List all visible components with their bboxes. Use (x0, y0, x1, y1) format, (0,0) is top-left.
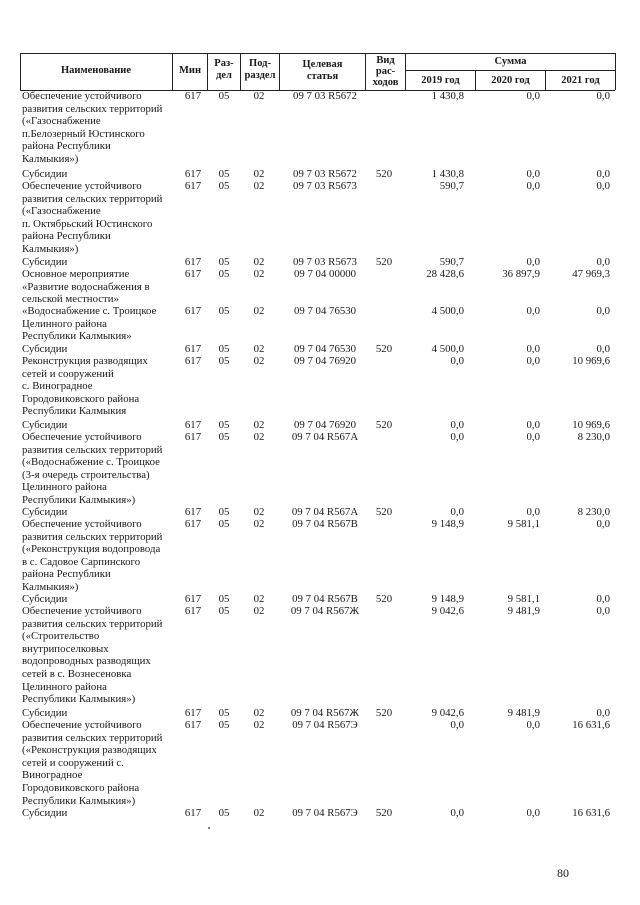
row-podrazdel: 02 (253, 419, 265, 431)
row-celevaya: 09 7 04 R567Э (292, 807, 358, 819)
row-sum-2021: 0,0 (596, 343, 610, 355)
header-sum-divider (405, 70, 615, 71)
page-number: 80 (557, 866, 569, 880)
row-sum-2019: 1 430,8 (431, 168, 464, 180)
row-sum-2020: 0,0 (526, 506, 540, 518)
row-min: 617 (184, 807, 202, 819)
row-vid: 520 (375, 707, 393, 719)
row-sum-2020: 9 481,9 (507, 605, 540, 617)
row-vid: 520 (375, 256, 393, 268)
row-min: 617 (184, 719, 202, 731)
row-min: 617 (184, 431, 202, 443)
row-celevaya: 09 7 04 R567A (291, 506, 359, 518)
row-celevaya: 09 7 04 00000 (293, 268, 357, 280)
row-podrazdel: 02 (253, 343, 265, 355)
row-min: 617 (184, 707, 202, 719)
row-celevaya: 09 7 04 R567A (291, 431, 359, 443)
row-sum-2019: 9 042,6 (431, 605, 464, 617)
row-celevaya: 09 7 04 R567Ж (290, 707, 360, 719)
row-min: 617 (184, 419, 202, 431)
row-podrazdel: 02 (253, 593, 265, 605)
row-sum-2021: 10 969,6 (572, 355, 610, 367)
row-name: Обеспечение устойчивого развития сельских территорий («Строительство внутрипоселковых водопроводных разводящих сетей в с. Вознесеновка Целинного района Республики Калмыкия») (22, 605, 163, 706)
row-min: 617 (184, 90, 202, 102)
row-podrazdel: 02 (253, 506, 265, 518)
row-name: Субсидии (22, 807, 68, 819)
row-sum-2021: 16 631,6 (572, 807, 610, 819)
row-name: Обеспечение устойчивого развития сельских территорий («Газоснабжение п.Белозерный Юстинского района Республики Калмыкия») (22, 90, 163, 165)
row-podrazdel: 02 (253, 431, 265, 443)
row-sum-2021: 0,0 (596, 707, 610, 719)
row-razdel: 05 (218, 419, 230, 431)
row-sum-2019: 0,0 (450, 506, 464, 518)
row-name: Субсидии (22, 168, 68, 180)
row-razdel: 05 (218, 90, 230, 102)
row-sum-2019: 590,7 (439, 180, 464, 192)
row-min: 617 (184, 268, 202, 280)
row-sum-2021: 10 969,6 (572, 419, 610, 431)
row-podrazdel: 02 (253, 605, 265, 617)
row-sum-2020: 9 481,9 (507, 707, 540, 719)
row-razdel: 05 (218, 605, 230, 617)
row-sum-2020: 0,0 (526, 419, 540, 431)
header-2019: 2019 год (421, 75, 460, 86)
row-sum-2020: 0,0 (526, 180, 540, 192)
row-celevaya: 09 7 04 76920 (293, 419, 357, 431)
row-celevaya: 09 7 03 R5673 (293, 256, 357, 268)
row-podrazdel: 02 (253, 168, 265, 180)
row-celevaya: 09 7 03 R5672 (293, 168, 357, 180)
row-vid: 520 (375, 419, 393, 431)
row-name: Обеспечение устойчивого развития сельских территорий («Реконструкция водопровода в с. Садовое Сарпинского района Республики Калмыкия») (22, 518, 163, 593)
row-celevaya: 09 7 04 76530 (293, 343, 357, 355)
row-razdel: 05 (218, 707, 230, 719)
row-sum-2020: 0,0 (526, 90, 540, 102)
row-min: 617 (184, 256, 202, 268)
row-name: Субсидии (22, 707, 68, 719)
row-vid: 520 (375, 343, 393, 355)
row-name: Субсидии (22, 593, 68, 605)
row-sum-2021: 0,0 (596, 305, 610, 317)
row-name: Субсидии (22, 506, 68, 518)
row-razdel: 05 (218, 256, 230, 268)
header-min: Мин (178, 65, 201, 76)
row-podrazdel: 02 (253, 707, 265, 719)
row-podrazdel: 02 (253, 256, 265, 268)
row-celevaya: 09 7 04 R567Ж (290, 605, 360, 617)
header-2021: 2021 год (561, 75, 600, 86)
row-sum-2019: 9 148,9 (431, 593, 464, 605)
row-vid: 520 (375, 807, 393, 819)
header-col-sep (20, 53, 21, 90)
row-vid: 520 (375, 168, 393, 180)
row-sum-2021: 0,0 (596, 168, 610, 180)
row-razdel: 05 (218, 343, 230, 355)
row-podrazdel: 02 (253, 268, 265, 280)
row-sum-2019: 4 500,0 (431, 305, 464, 317)
row-name: Реконструкция разводящих сетей и сооружений с. Виноградное Городовиковского района Республики Калмыкия (22, 355, 148, 418)
row-podrazdel: 02 (253, 305, 265, 317)
row-name: Субсидии (22, 256, 68, 268)
row-min: 617 (184, 305, 202, 317)
header-podrazdel: Под- раздел (244, 58, 276, 81)
row-celevaya: 09 7 04 R567Э (292, 719, 358, 731)
row-sum-2020: 0,0 (526, 305, 540, 317)
header-razdel: Раз- дел (214, 58, 234, 81)
row-vid: 520 (375, 593, 393, 605)
row-sum-2020: 0,0 (526, 431, 540, 443)
row-vid: 520 (375, 506, 393, 518)
row-name: Субсидии (22, 419, 68, 431)
row-min: 617 (184, 343, 202, 355)
row-razdel: 05 (218, 180, 230, 192)
row-name: Основное мероприятие «Развитие водоснабжения в сельской местности» (22, 268, 150, 306)
row-podrazdel: 02 (253, 807, 265, 819)
row-razdel: 05 (218, 807, 230, 819)
row-sum-2021: 0,0 (596, 605, 610, 617)
row-celevaya: 09 7 03 R5672 (293, 90, 357, 102)
row-podrazdel: 02 (253, 180, 265, 192)
row-min: 617 (184, 355, 202, 367)
row-sum-2020: 0,0 (526, 343, 540, 355)
row-celevaya: 09 7 04 76920 (293, 355, 357, 367)
row-min: 617 (184, 506, 202, 518)
row-podrazdel: 02 (253, 719, 265, 731)
row-razdel: 05 (218, 593, 230, 605)
row-sum-2020: 0,0 (526, 719, 540, 731)
row-sum-2021: 16 631,6 (572, 719, 610, 731)
row-razdel: 05 (218, 431, 230, 443)
row-sum-2021: 0,0 (596, 256, 610, 268)
row-razdel: 05 (218, 305, 230, 317)
row-celevaya: 09 7 04 R567B (292, 518, 358, 530)
row-sum-2019: 9 042,6 (431, 707, 464, 719)
row-sum-2021: 0,0 (596, 593, 610, 605)
row-razdel: 05 (218, 719, 230, 731)
row-podrazdel: 02 (253, 518, 265, 530)
row-podrazdel: 02 (253, 90, 265, 102)
row-sum-2019: 28 428,6 (426, 268, 464, 280)
row-min: 617 (184, 168, 202, 180)
row-celevaya: 09 7 03 R5673 (293, 180, 357, 192)
row-sum-2020: 9 581,1 (507, 518, 540, 530)
header-top-line (20, 53, 615, 54)
row-sum-2019: 9 148,9 (431, 518, 464, 530)
row-sum-2019: 590,7 (439, 256, 464, 268)
row-sum-2020: 9 581,1 (507, 593, 540, 605)
row-sum-2019: 0,0 (450, 807, 464, 819)
row-sum-2020: 0,0 (526, 168, 540, 180)
row-razdel: 05 (218, 268, 230, 280)
row-sum-2020: 36 897,9 (502, 268, 540, 280)
row-sum-2020: 0,0 (526, 807, 540, 819)
row-sum-2019: 4 500,0 (431, 343, 464, 355)
row-razdel: 05 (218, 518, 230, 530)
row-name: Обеспечение устойчивого развития сельских территорий («Реконструкция разводящих сетей и сооружений с. Виноградное Городовиковского района Республики Калмыкия») (22, 719, 163, 807)
row-sum-2021: 0,0 (596, 180, 610, 192)
row-sum-2021: 8 230,0 (577, 431, 610, 443)
row-name: Обеспечение устойчивого развития сельских территорий («Газоснабжение п. Октябрьский Юстинского района Республики Калмыкия») (22, 180, 163, 255)
row-name: Обеспечение устойчивого развития сельских территорий («Водоснабжение с. Троицкое (3-я очередь строительства) Целинного района Республики Калмыкия») (22, 431, 163, 506)
scan-speck (208, 827, 210, 829)
row-name: Субсидии (22, 343, 68, 355)
header-col-sep (615, 53, 616, 90)
row-sum-2019: 0,0 (450, 419, 464, 431)
row-min: 617 (184, 180, 202, 192)
header-summa: Сумма (494, 56, 527, 67)
row-name: «Водоснабжение с. Троицкое Целинного района Республики Калмыкия» (22, 305, 157, 343)
row-sum-2019: 0,0 (450, 355, 464, 367)
row-podrazdel: 02 (253, 355, 265, 367)
header-name: Наименование (61, 65, 131, 76)
row-sum-2021: 47 969,3 (572, 268, 610, 280)
row-min: 617 (184, 605, 202, 617)
row-sum-2019: 0,0 (450, 431, 464, 443)
row-min: 617 (184, 518, 202, 530)
row-razdel: 05 (218, 355, 230, 367)
header-vid: Вид рас- ходов (372, 55, 399, 88)
row-sum-2020: 0,0 (526, 256, 540, 268)
header-2020: 2020 год (491, 75, 530, 86)
row-sum-2021: 8 230,0 (577, 506, 610, 518)
row-razdel: 05 (218, 168, 230, 180)
row-sum-2021: 0,0 (596, 518, 610, 530)
row-sum-2021: 0,0 (596, 90, 610, 102)
row-sum-2019: 1 430,8 (431, 90, 464, 102)
row-sum-2020: 0,0 (526, 355, 540, 367)
row-razdel: 05 (218, 506, 230, 518)
row-sum-2019: 0,0 (450, 719, 464, 731)
header-celevaya: Целевая статья (302, 59, 343, 82)
row-celevaya: 09 7 04 76530 (293, 305, 357, 317)
row-min: 617 (184, 593, 202, 605)
row-celevaya: 09 7 04 R567B (292, 593, 358, 605)
